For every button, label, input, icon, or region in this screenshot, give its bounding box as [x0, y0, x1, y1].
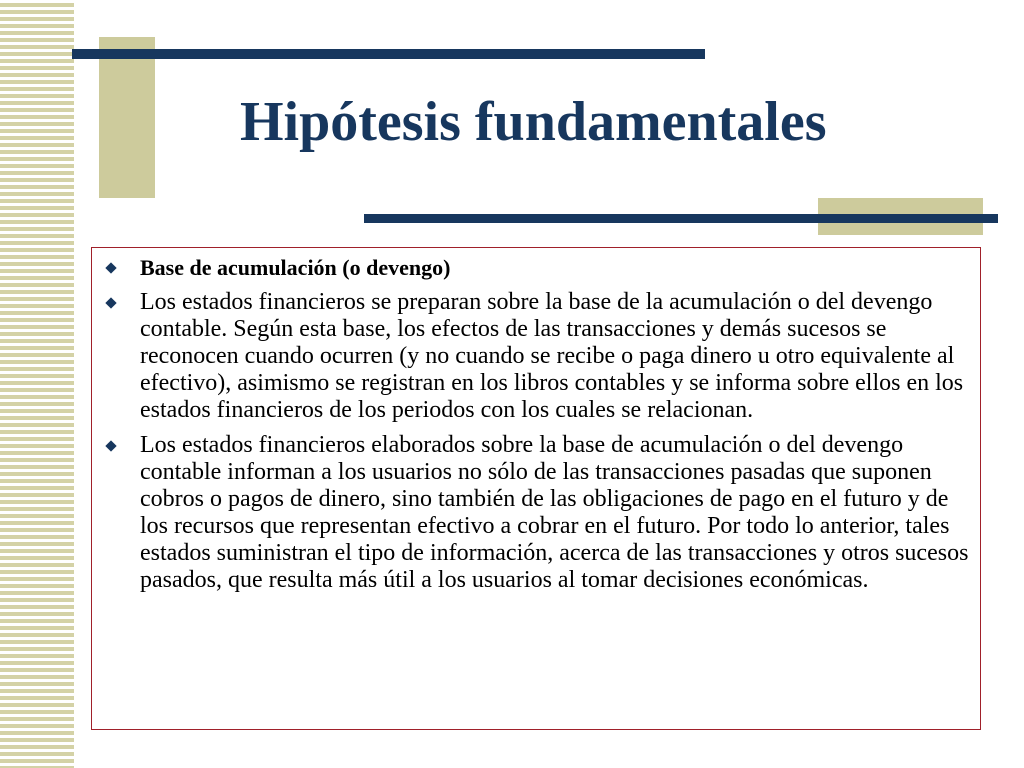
bullet-item	[92, 289, 970, 424]
bullet-text: Los estados financieros elaborados sobre la base de acumulación o del devengo contable informan a los usuarios no sólo de las transacciones pasadas que suponen cobros o pagos de dinero, sino también de las obligaciones de pago en el futuro y de los recursos que representan efectivo a cobrar en el futuro. Por todo lo anterior, tales estados suministran el tipo de información, acerca de las transacciones y otros sucesos pasados, que resulta más útil a los usuarios al tomar decisiones económicas.	[140, 432, 969, 593]
bullet-text: Base de acumulación (o devengo)	[140, 255, 451, 280]
decorative-navy-line	[72, 49, 705, 59]
decorative-khaki-block	[99, 37, 155, 198]
diamond-bullet-icon	[105, 262, 116, 273]
diamond-bullet-icon	[105, 440, 116, 451]
decorative-navy-line-right	[364, 214, 998, 223]
bullet-list	[92, 248, 980, 594]
bullet-text: Los estados financieros se preparan sobre la base de la acumulación o del devengo contable. Según esta base, los efectos de las transacciones y demás sucesos se reconocen cuando ocurren (y no cuando se recibe o paga dinero u otro equivalente al efectivo), asimismo se registran en los libros contables y se informa sobre ellos en los estados financieros de los periodos con los cuales se relacionan.	[140, 289, 964, 423]
decorative-stripe-band	[0, 0, 74, 768]
slide-title: Hipótesis fundamentales	[240, 91, 827, 153]
bullet-item	[92, 432, 970, 594]
bullet-item	[92, 254, 970, 281]
content-box	[91, 247, 981, 730]
diamond-bullet-icon	[105, 297, 116, 308]
